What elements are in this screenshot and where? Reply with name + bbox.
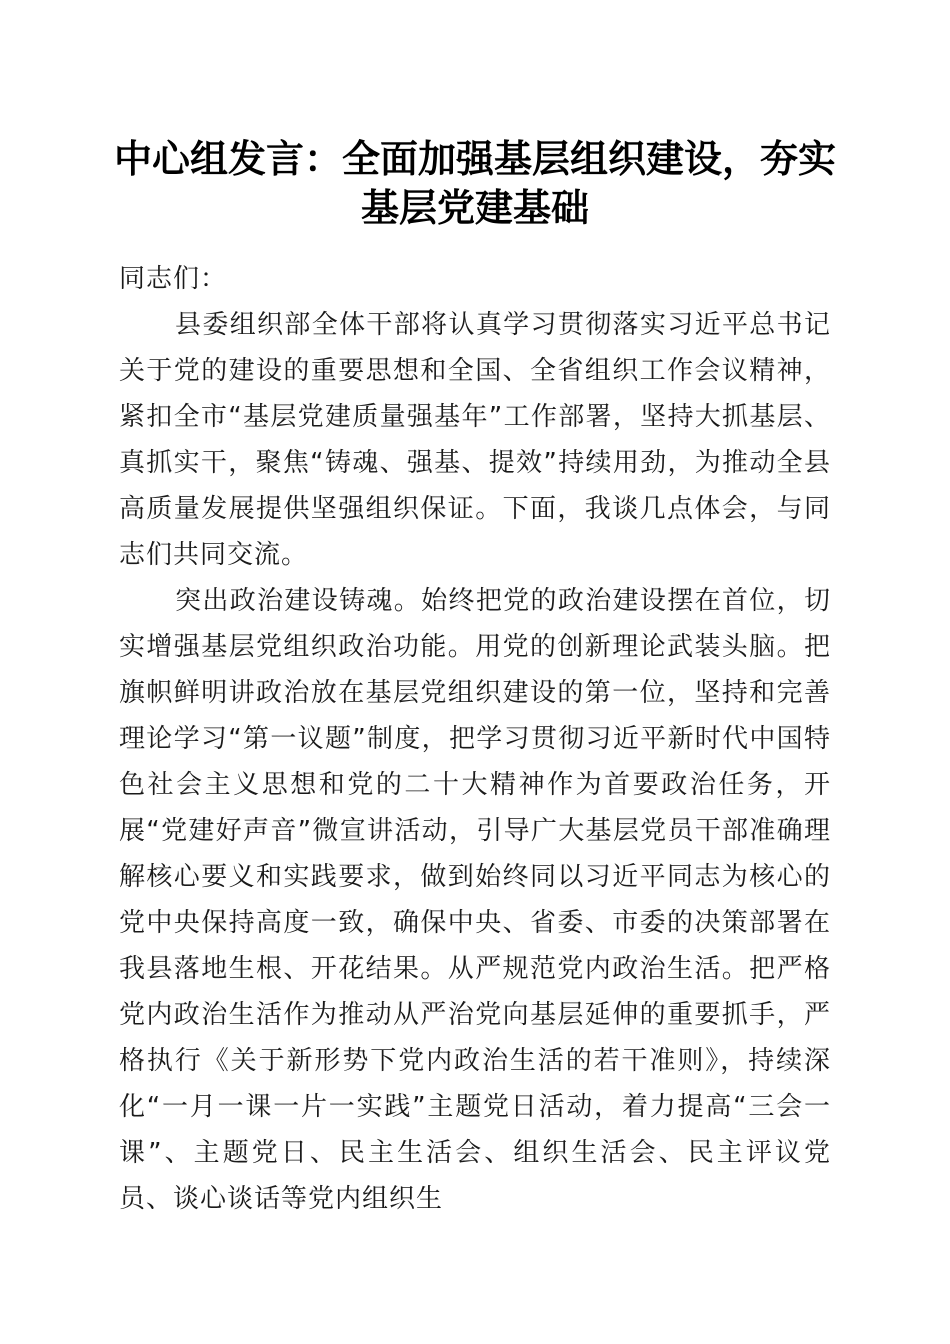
- document-body: [119, 256, 831, 1222]
- salutation: 同志们：: [119, 264, 228, 294]
- paragraph-political-building: 突出政治建设铸魂。始终把党的政治建设摆在首位，切实增强基层党组织政治功能。用党的创新理论武装头脑。把旗帜鲜明讲政治放在基层党组织建设的第一位，坚持和完善理论学习“第一议题”制度，把学习贯彻习近平新时代中国特色社会主义思想和党的二十大精神作为首要政治任务，开展“党建好声音”微宣讲活动，引导广大基层党员干部准确理解核心要义和实践要求，做到始终同以习近平同志为核心的党中央保持高度一致，确保中央、省委、市委的决策部署在我县落地生根、开花结果。从严规范党内政治生活。把严格党内政治生活作为推动从严治党向基层延伸的重要抓手，严格执行《关于新形势下党内政治生活的若干准则》，持续深化“一月一课一片一实践”主题党日活动，着力提高“三会一课”、主题党日、民主生活会、组织生活会、民主评议党员、谈心谈话等党内组织生: [119, 586, 831, 1214]
- paragraph-intro: 县委组织部全体干部将认真学习贯彻落实习近平总书记关于党的建设的重要思想和全国、全省组织工作会议精神，紧扣全市“基层党建质量强基年”工作部署，坚持大抓基层、真抓实干，聚焦“铸魂、强基、提效”持续用劲，为推动全县高质量发展提供坚强组织保证。下面，我谈几点体会，与同志们共同交流。: [119, 310, 831, 570]
- document-title: 中心组发言：全面加强基层组织建设，夯实基层党建基础: [113, 136, 836, 230]
